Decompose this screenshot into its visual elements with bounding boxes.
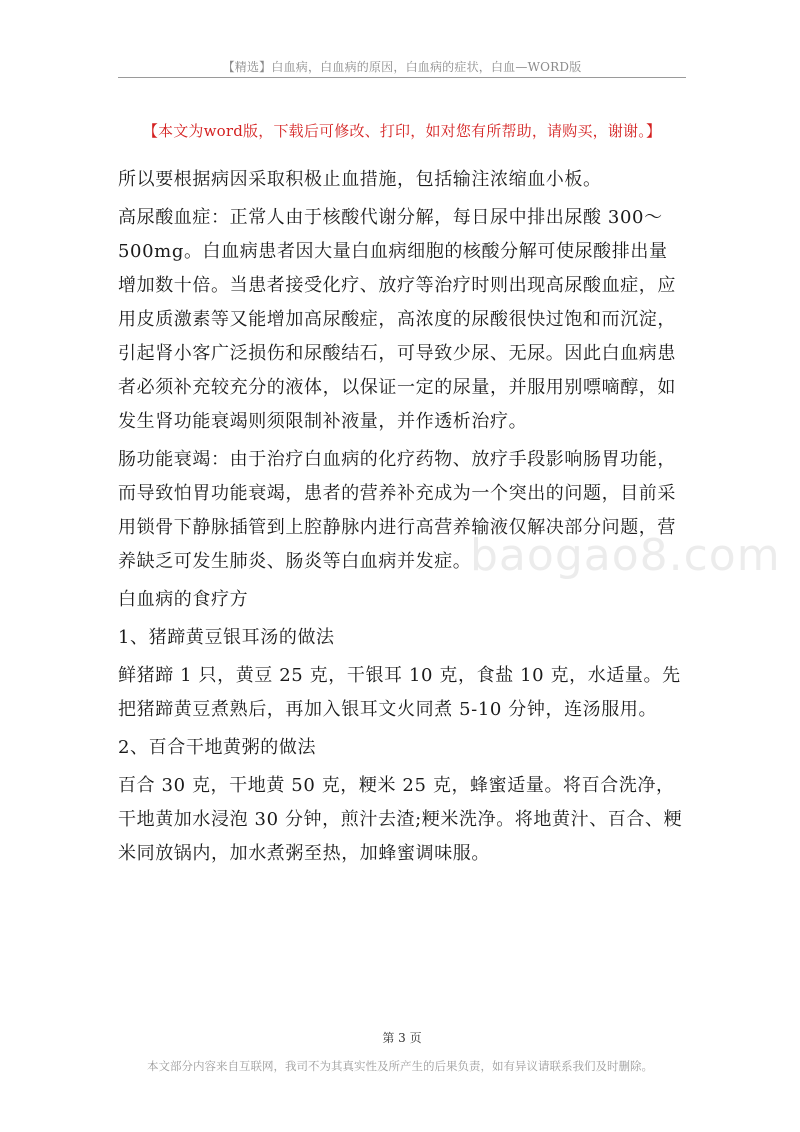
disclaimer-footer: 本文部分内容来自互联网，我司不为其真实性及所产生的后果负责，如有异议请联系我们及时删除。 bbox=[147, 1059, 653, 1073]
header-divider bbox=[118, 77, 686, 78]
recipe-heading-1: 1、猪蹄黄豆银耳汤的做法 bbox=[118, 627, 335, 648]
word-version-notice: 【本文为word版，下载后可修改、打印，如对您有所帮助，请购买，谢谢。】 bbox=[142, 122, 662, 140]
paragraph-bleeding-measures: 所以要根据病因采取积极止血措施，包括输注浓缩血小板。 bbox=[118, 169, 602, 190]
recipe-body-2: 百合 30 克，干地黄 50 克，粳米 25 克，蜂蜜适量。将百合洗净，干地黄加水浸泡 30 分钟，煎汁去渣;粳米洗净。将地黄汁、百合、粳米同放锅内，加水煮粥至热，加蜂蜜调味服。 bbox=[118, 775, 683, 864]
paragraph-intestinal-failure: 肠功能衰竭：由于治疗白血病的化疗药物、放疗手段影响肠胃功能，而导致怕胃功能衰竭，患者的营养补充成为一个突出的问题，目前采用锁骨下静脉插管到上腔静脉内进行高营养输液仅解决部分问题，营养缺乏可发生肺炎、肠炎等白血病并发症。 bbox=[118, 449, 676, 572]
paragraph-hyperuricemia: 高尿酸血症：正常人由于核酸代谢分解，每日尿中排出尿酸 300～500mg。白血病患者因大量白血病细胞的核酸分解可使尿酸排出量增加数十倍。当患者接受化疗、放疗等治疗时则出现高尿酸血症，应用皮质激素等又能增加高尿酸症，高浓度的尿酸很快过饱和而沉淀，引起肾小客广泛损伤和尿酸结石，可导致少尿、无尿。因此白血病患者必须补充较充分的液体，以保证一定的尿量，并服用别嘌嘀醇，如发生肾功能衰竭则须限制补液量，并作透析治疗。 bbox=[118, 207, 676, 432]
page-number: 第 3 页 bbox=[382, 1031, 422, 1045]
document-body bbox=[118, 163, 686, 871]
recipe-heading-2: 2、百合干地黄粥的做法 bbox=[118, 737, 317, 758]
section-heading-diet-therapy: 白血病的食疗方 bbox=[118, 589, 249, 610]
recipe-body-1: 鲜猪蹄 1 只，黄豆 25 克，干银耳 10 克，食盐 10 克，水适量。先把猪蹄黄豆煮熟后，再加入银耳文火同煮 5-10 分钟，连汤服用。 bbox=[118, 665, 681, 720]
site-watermark: baogao8.com bbox=[470, 530, 781, 581]
running-header: 【精选】白血病，白血病的原因，白血病的症状，白血—WORD版 bbox=[222, 60, 582, 74]
